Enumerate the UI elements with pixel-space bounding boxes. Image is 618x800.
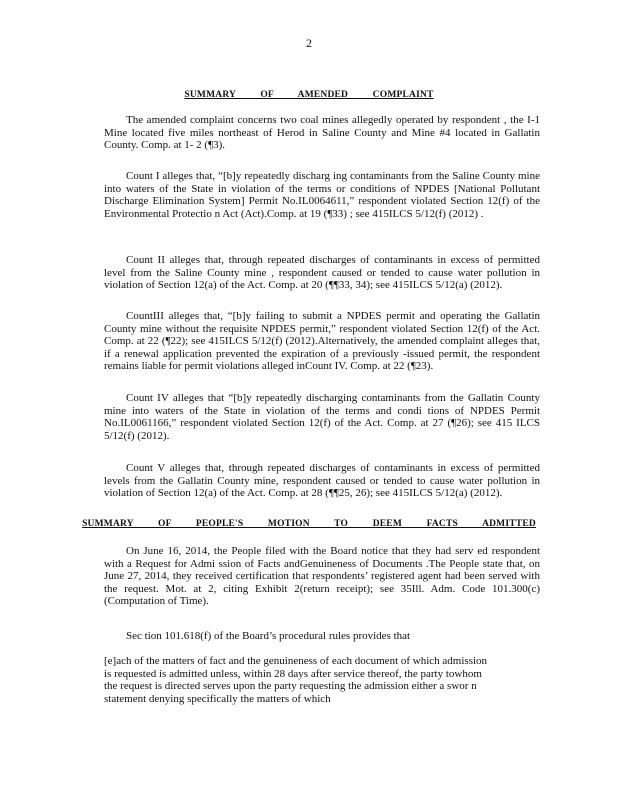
paragraph-rule-reference: Sec tion 101.618(f) of the Board’s procedural rules provides that (126, 630, 411, 642)
section-heading-motion: SUMMARY OF PEOPLE'S MOTION TO DEEM FACTS ADMITTED (82, 519, 536, 529)
block-quote-rule: [e]ach of the matters of fact and the genuineness of each document of which admission is requested is admitted unless, within 28 days after service thereof, the party towhom the request is directed serves upon the party requesting the admission either a swor n statement denying specifically the matters of which (104, 655, 488, 705)
page-number: 2 (306, 36, 312, 50)
paragraph-count-5: Count V alleges that, through repeated discharges of contaminants in excess of permitted levels from the Gallatin County mine, respondent caused or tended to cause water pollution in violation of Section 12(a) of the Act. Comp. at 28 (¶¶25, 26); see 415ILCS 5/12(a) (2012). (104, 462, 540, 500)
paragraph-count-2: Count II alleges that, through repeated discharges of contaminants in excess of permitted level from the Saline County mine , respondent caused or tended to cause water pollution in violation of Section 12(a) of the Act. Comp. at 20 (¶¶33, 34); see 415ILCS 5/12(a) (2012). (104, 254, 540, 292)
paragraph-intro: The amended complaint concerns two coal mines allegedly operated by respondent , the I-1 Mine located five miles northeast of Herod in Saline County and Mine #4 located in Gallatin County. Comp. at 1- 2 (¶3). (104, 114, 540, 152)
paragraph-count-4: Count IV alleges that “[b]y repeatedly discharging contaminants from the Gallatin County mine into waters of the State in violation of the terms and condi tions of NPDES Permit No.IL0061166,” respondent violated Section 12(f) of the Act. Comp. at 27 (¶26); see 415 ILCS 5/12(f) (2012). (104, 392, 540, 442)
section-heading-amended-complaint: SUMMARY OF AMENDED COMPLAINT (184, 90, 434, 100)
paragraph-count-3: CountIII alleges that, “[b]y failing to submit a NPDES permit and operating the Gallatin County mine without the requisite NPDES permit,” respondent violated Section 12(f) of the Act. Comp. at 22 (¶22); see 415ILCS 5/12(f) (2012).Alternatively, the amended complaint alleges that, if a renewal application prevented the expiration of a previously -issued permit, the respondent remains liable for permit violations alleged inCount IV. Comp. at 22 (¶23). (104, 310, 540, 373)
paragraph-count-1: Count I alleges that, “[b]y repeatedly discharg ing contaminants from the Saline County mine into waters of the State in violation of the terms or conditions of NPDES [National Pollutant Discharge Elimination System] Permit No.IL0064611,” respondent violated Section 12(f) of the Environmental Protectio n Act (Act).Comp. at 19 (¶33) ; see 415ILCS 5/12(f) (2012) . (104, 170, 540, 220)
paragraph-motion-filing: On June 16, 2014, the People filed with the Board notice that they had serv ed respondent with a Request for Admi ssion of Facts andGenuineness of Documents .The People state that, on June 27, 2014, they received certification that respondents’ registered agent had been served with the request. Mot. at 2, citing Exhibit 2(return receipt); see 35Ill. Adm. Code 101.300(c) (Computation of Time). (104, 545, 540, 608)
